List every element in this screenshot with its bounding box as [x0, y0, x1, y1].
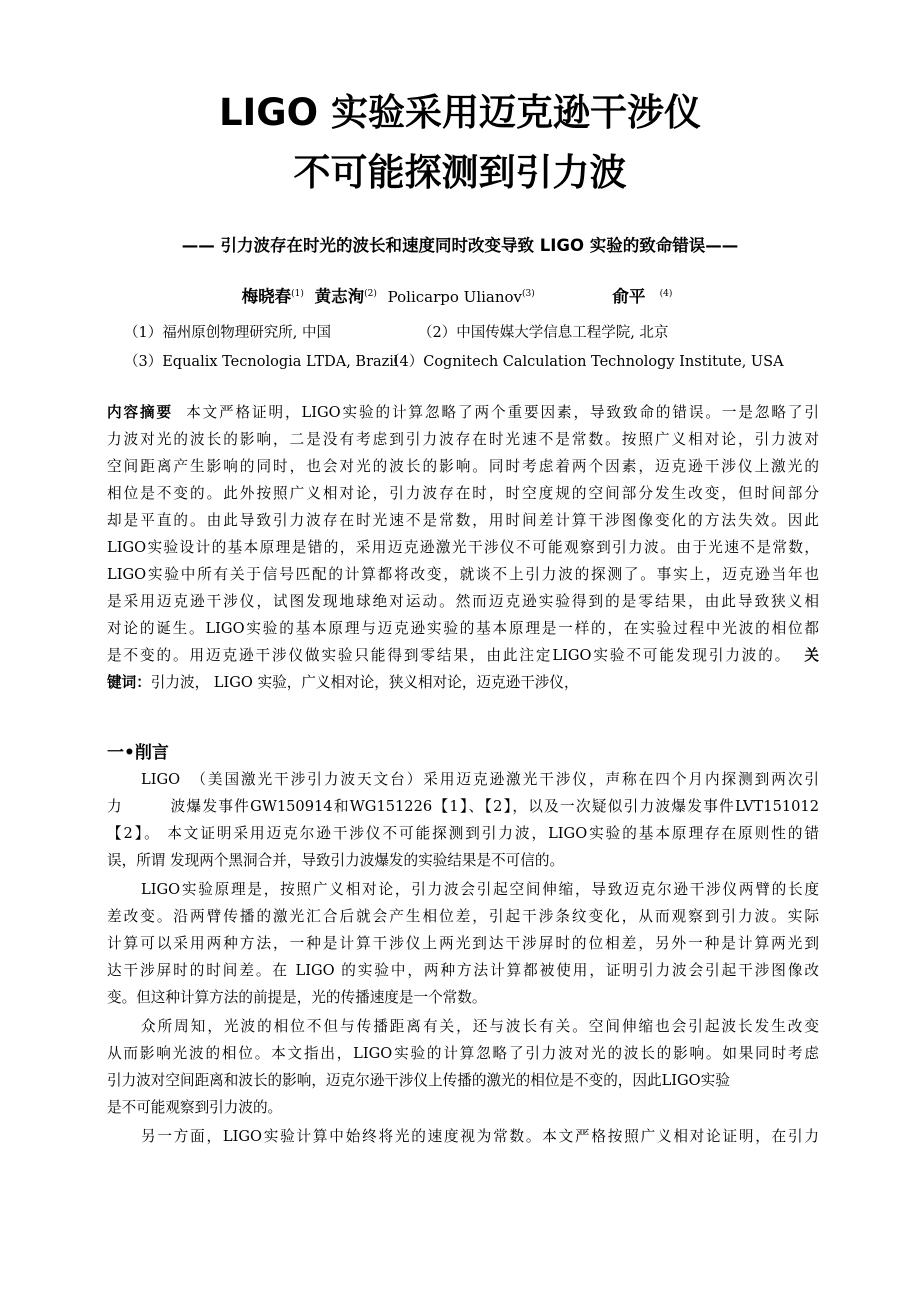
author-name: 俞平	[612, 287, 646, 306]
subtitle: —— 引力波存在时光的波长和速度同时改变导致 LIGO 实验的致命错误——	[181, 236, 739, 255]
abstract-line: LIGO实验设计的基本原理是错的，采用迈克逊激光干涉仪不可能观察到引力波。由于光速不是常数，	[107, 539, 819, 556]
keywords-line	[107, 673, 819, 693]
affiliation-3: （3）Equalix Tecnologia LTDA, Brazil	[124, 354, 399, 370]
author-mark: (1)	[291, 289, 304, 299]
paragraph-line: 引力波对空间距离和波长的影响，迈克尔逊干涉仪上传播的激光的相位是不变的，因此LIGO实验	[107, 1072, 730, 1089]
abstract-line: 对论的诞生。LIGO实验的基本原理与迈克逊实验的基本原理是一样的，在实验过程中光波的相位都	[107, 620, 819, 637]
affiliation-4: （4）Cognitech Calculation Technology Institute, USA	[385, 354, 784, 370]
author-mark: (4)	[659, 289, 673, 299]
abstract-text: 是不变的。用迈克逊干涉仪做实验只能得到零结果，由此注定LIGO实验不可能发现引力波的。	[107, 647, 792, 664]
keywords: 引力波， LIGO 实验，广义相对论，狭义相对论，迈克逊干涉仪，	[150, 674, 579, 691]
author-list	[0, 283, 920, 307]
section-heading: 一•削言	[107, 743, 169, 763]
abstract-line: LIGO实验中所有关于信号匹配的计算都将改变，就谈不上引力波的探测了。事实上，迈克逊当年也	[107, 566, 819, 583]
abstract-line: 力波对光的波长的影响，二是没有考虑到引力波存在时光速不是常数。按照广义相对论，引力波对	[107, 431, 819, 448]
paragraph-line: 变。但这种计算方法的前提是，光的传播速度是一个常数。	[107, 989, 487, 1006]
abstract-text: 本文严格证明，LIGO实验的计算忽略了两个重要因素，导致致命的错误。一是忽略了引	[186, 404, 819, 421]
author-name: 梅晓春	[241, 287, 292, 306]
abstract-line: 空间距离产生影响的同时，也会对光的波长的影响。同时考虑着两个因素，迈克逊干涉仪上激光的	[107, 458, 819, 475]
keywords-label: 关	[804, 647, 819, 664]
paragraph-line: LIGO实验原理是，按照广义相对论，引力波会引起空间伸缩，导致迈克尔逊干涉仪两臂的长度	[141, 881, 819, 898]
paragraph-line: 达干涉屏时的时间差。在 LIGO 的实验中，两种方法计算都被使用，证明引力波会引起干涉图像改	[107, 962, 819, 979]
paragraph-line: 众所周知，光波的相位不但与传播距离有关，还与波长有关。空间伸缩也会引起波长发生改变	[141, 1018, 819, 1035]
paragraph-line: 计算可以采用两种方法，一种是计算干涉仪上两光到达干涉屏时的位相差，另外一种是计算两光到	[107, 935, 819, 952]
paragraph-line: LIGO （美国激光干涉引力波天文台）采用迈克逊激光干涉仪，声称在四个月内探测到两次引	[141, 771, 819, 788]
title-line-1: LIGO 实验采用迈克逊干涉仪	[218, 91, 702, 134]
keywords-label: 键词：	[107, 674, 151, 691]
affiliation-2: （2）中国传媒大学信息工程学院, 北京	[418, 325, 669, 341]
abstract-label: 内容摘要	[107, 404, 173, 421]
paragraph-line: 力 波爆发事件GW150914和WG151226【1】、【2】，以及一次疑似引力波爆发事件LVT151012	[107, 798, 819, 815]
author-mark: (2)	[364, 289, 377, 299]
paragraph-line: 【2】。 本文证明采用迈克尔逊干涉仪不可能探测到引力波，LIGO实验的基本原理存在原则性的错	[107, 825, 819, 842]
author-name: 黄志洵	[314, 287, 365, 306]
abstract-line: 是采用迈克逊干涉仪，试图发现地球绝对运动。然而迈克逊实验得到的是零结果，由此导致狭义相	[107, 593, 819, 610]
abstract-line	[107, 646, 819, 666]
title-line-2: 不可能探测到引力波	[293, 151, 627, 194]
affiliation-1: （1）福州原创物理研究所, 中国	[124, 325, 331, 341]
paragraph-line: 差改变。沿两臂传播的激光汇合后就会产生相位差，引起干涉条纹变化，从而观察到引力波。实际	[107, 908, 819, 925]
paragraph-line: 误，所谓 发现两个黑洞合并，导致引力波爆发的实验结果是不可信的。	[107, 852, 565, 869]
paragraph-line: 从而影响光波的相位。本文指出，LIGO实验的计算忽略了引力波对光的波长的影响。如果同时考虑	[107, 1045, 819, 1062]
abstract-line	[107, 403, 819, 423]
abstract-line: 却是平直的。由此导致引力波存在时光速不是常数，用时间差计算干涉图像变化的方法失效。因此	[107, 512, 819, 529]
paragraph-line: 另一方面，LIGO实验计算中始终将光的速度视为常数。本文严格按照广义相对论证明，在引力	[141, 1128, 819, 1145]
author-name: Policarpo Ulianov	[387, 288, 523, 306]
author-mark: (3)	[522, 289, 535, 299]
abstract-line: 相位是不变的。此外按照广义相对论，引力波存在时，时空度规的空间部分发生改变，但时间部分	[107, 485, 819, 502]
paragraph-line: 是不可能观察到引力波的。	[107, 1099, 283, 1116]
